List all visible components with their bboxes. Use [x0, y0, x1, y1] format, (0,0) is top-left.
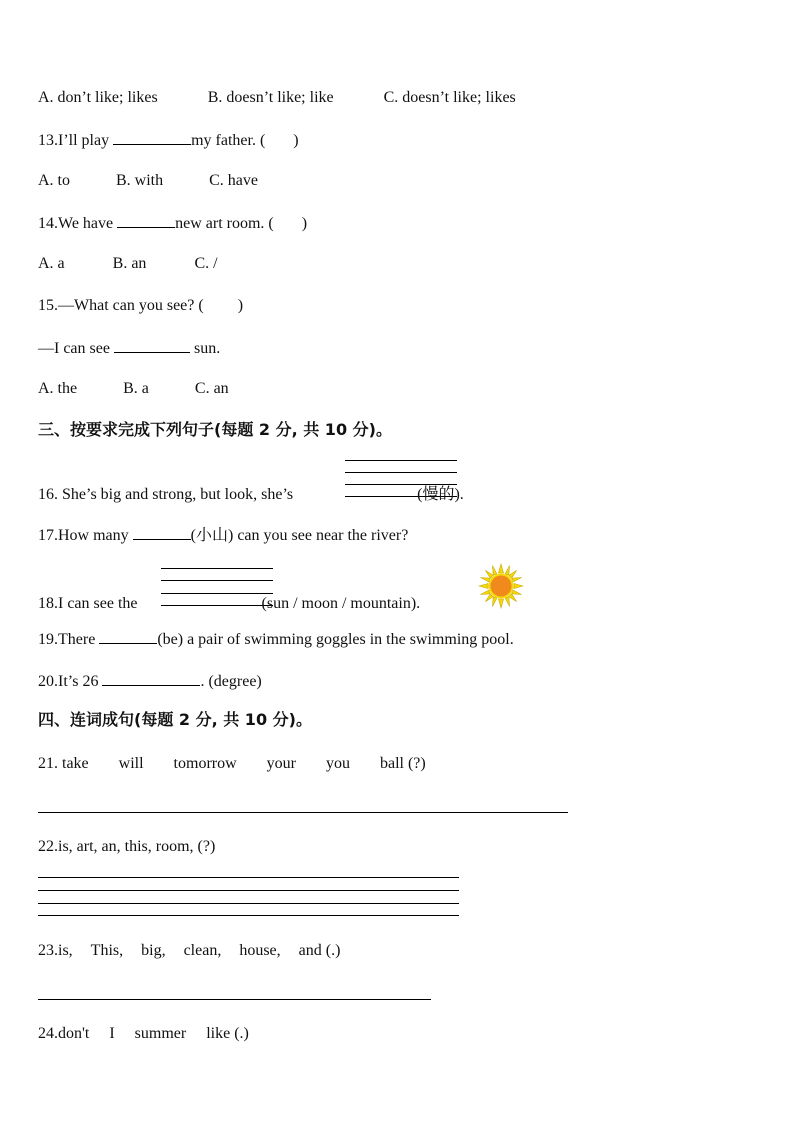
- q14-option-a[interactable]: A. a: [38, 255, 65, 272]
- q12-option-b[interactable]: B. doesn’t like; like: [207, 89, 334, 106]
- scrambled-word: clean,: [183, 942, 222, 959]
- question-14: [38, 213, 307, 234]
- q12-options: [38, 88, 516, 108]
- scrambled-word: I: [109, 1025, 115, 1042]
- question-text: There: [58, 631, 96, 648]
- question-15: [38, 296, 243, 316]
- question-text: new art room. (: [175, 215, 274, 232]
- scrambled-word: is,: [58, 942, 73, 959]
- paren-close: ): [301, 215, 308, 232]
- question-18: [38, 594, 420, 614]
- question-number: 18.: [38, 595, 58, 612]
- question-13: [38, 130, 299, 151]
- question-number: 16.: [38, 486, 58, 503]
- answer-line[interactable]: [38, 999, 431, 1000]
- scrambled-word: house,: [239, 942, 281, 959]
- question-number: 14.: [38, 215, 58, 232]
- section-4-title: 四、连词成句(每题 2 分, 共 10 分)。: [38, 710, 312, 729]
- scrambled-word: like (.): [206, 1025, 249, 1042]
- scrambled-word: summer: [134, 1025, 187, 1042]
- scrambled-word: will: [118, 755, 144, 772]
- scrambled-word: you: [325, 755, 350, 772]
- q15-options: [38, 379, 229, 399]
- question-number: 23.: [38, 942, 58, 959]
- question-number: 24.: [38, 1025, 58, 1042]
- q12-option-c[interactable]: C. doesn’t like; likes: [383, 89, 516, 106]
- scrambled-word: your: [266, 755, 296, 772]
- question-20: [38, 671, 262, 692]
- paren-close: ): [237, 297, 244, 314]
- answer-blank[interactable]: [114, 338, 190, 353]
- answer-blank[interactable]: [99, 629, 157, 644]
- question-19: [38, 629, 514, 650]
- q15-option-a[interactable]: A. the: [38, 380, 78, 397]
- writing-guide-line[interactable]: [38, 915, 459, 916]
- writing-guide-line: [161, 580, 273, 581]
- writing-guide-line[interactable]: [38, 890, 459, 891]
- question-24: [38, 1024, 249, 1044]
- writing-guide-line[interactable]: [38, 877, 459, 878]
- question-text: How many: [58, 527, 129, 544]
- question-21: [38, 754, 426, 774]
- q14-option-c[interactable]: C. /: [194, 255, 218, 272]
- question-15-line2: [38, 338, 220, 359]
- writing-guide-line: [345, 460, 457, 461]
- paren-close: ): [293, 132, 299, 149]
- writing-guide-line: [161, 568, 273, 569]
- q13-option-a[interactable]: A. to: [38, 172, 70, 189]
- q14-option-b[interactable]: B. an: [112, 255, 147, 272]
- answer-blank[interactable]: [133, 525, 191, 540]
- answer-blank[interactable]: [113, 130, 191, 145]
- writing-guide-line[interactable]: [38, 903, 459, 904]
- answer-line[interactable]: [38, 812, 568, 813]
- question-text: is, art, an, this, room, (?): [58, 838, 216, 855]
- scrambled-word: This,: [90, 942, 124, 959]
- q14-options: [38, 254, 218, 274]
- question-text: my father. (: [191, 132, 266, 149]
- question-text: It’s 26: [58, 673, 99, 690]
- question-number: 19.: [38, 631, 58, 648]
- question-number: 13.: [38, 132, 58, 149]
- scrambled-word: ball (?): [379, 755, 426, 772]
- question-text: (小山) can you see near the river?: [190, 527, 409, 544]
- q13-option-b[interactable]: B. with: [116, 172, 164, 189]
- scrambled-word: tomorrow: [173, 755, 237, 772]
- question-number: 17.: [38, 527, 58, 544]
- q15-option-c[interactable]: C. an: [194, 380, 229, 397]
- question-text: (慢的).: [417, 486, 464, 503]
- question-16: [38, 485, 464, 505]
- q12-option-a[interactable]: A. don’t like; likes: [38, 89, 158, 106]
- answer-blank[interactable]: [117, 213, 175, 228]
- question-text: —I can see: [38, 340, 110, 357]
- question-text: She’s big and strong, but look, she’s: [62, 486, 294, 503]
- question-text: —What can you see? (: [58, 297, 204, 314]
- question-number: 22.: [38, 838, 58, 855]
- question-text: (sun / moon / mountain).: [261, 595, 421, 612]
- q13-option-c[interactable]: C. have: [209, 172, 258, 189]
- sun-icon: [478, 563, 524, 609]
- question-22: [38, 837, 215, 857]
- question-text: . (degree): [200, 673, 262, 690]
- question-23: [38, 941, 340, 961]
- answer-blank[interactable]: [102, 671, 200, 686]
- question-number: 15.: [38, 297, 58, 314]
- writing-guide-line: [345, 472, 457, 473]
- scrambled-word: take: [62, 755, 89, 772]
- question-17: [38, 525, 408, 546]
- question-text: sun.: [193, 340, 221, 357]
- question-text: We have: [58, 215, 114, 232]
- question-number: 20.: [38, 673, 58, 690]
- scrambled-word: and (.): [298, 942, 341, 959]
- scrambled-word: big,: [141, 942, 166, 959]
- question-text: I’ll play: [58, 132, 110, 149]
- section-3-title: 三、按要求完成下列句子(每题 2 分, 共 10 分)。: [38, 420, 392, 439]
- question-text: I can see the: [58, 595, 138, 612]
- question-number: 21.: [38, 755, 58, 772]
- q13-options: [38, 171, 258, 191]
- scrambled-word: don't: [58, 1025, 90, 1042]
- question-text: (be) a pair of swimming goggles in the swimming pool.: [157, 631, 514, 648]
- q15-option-b[interactable]: B. a: [123, 380, 149, 397]
